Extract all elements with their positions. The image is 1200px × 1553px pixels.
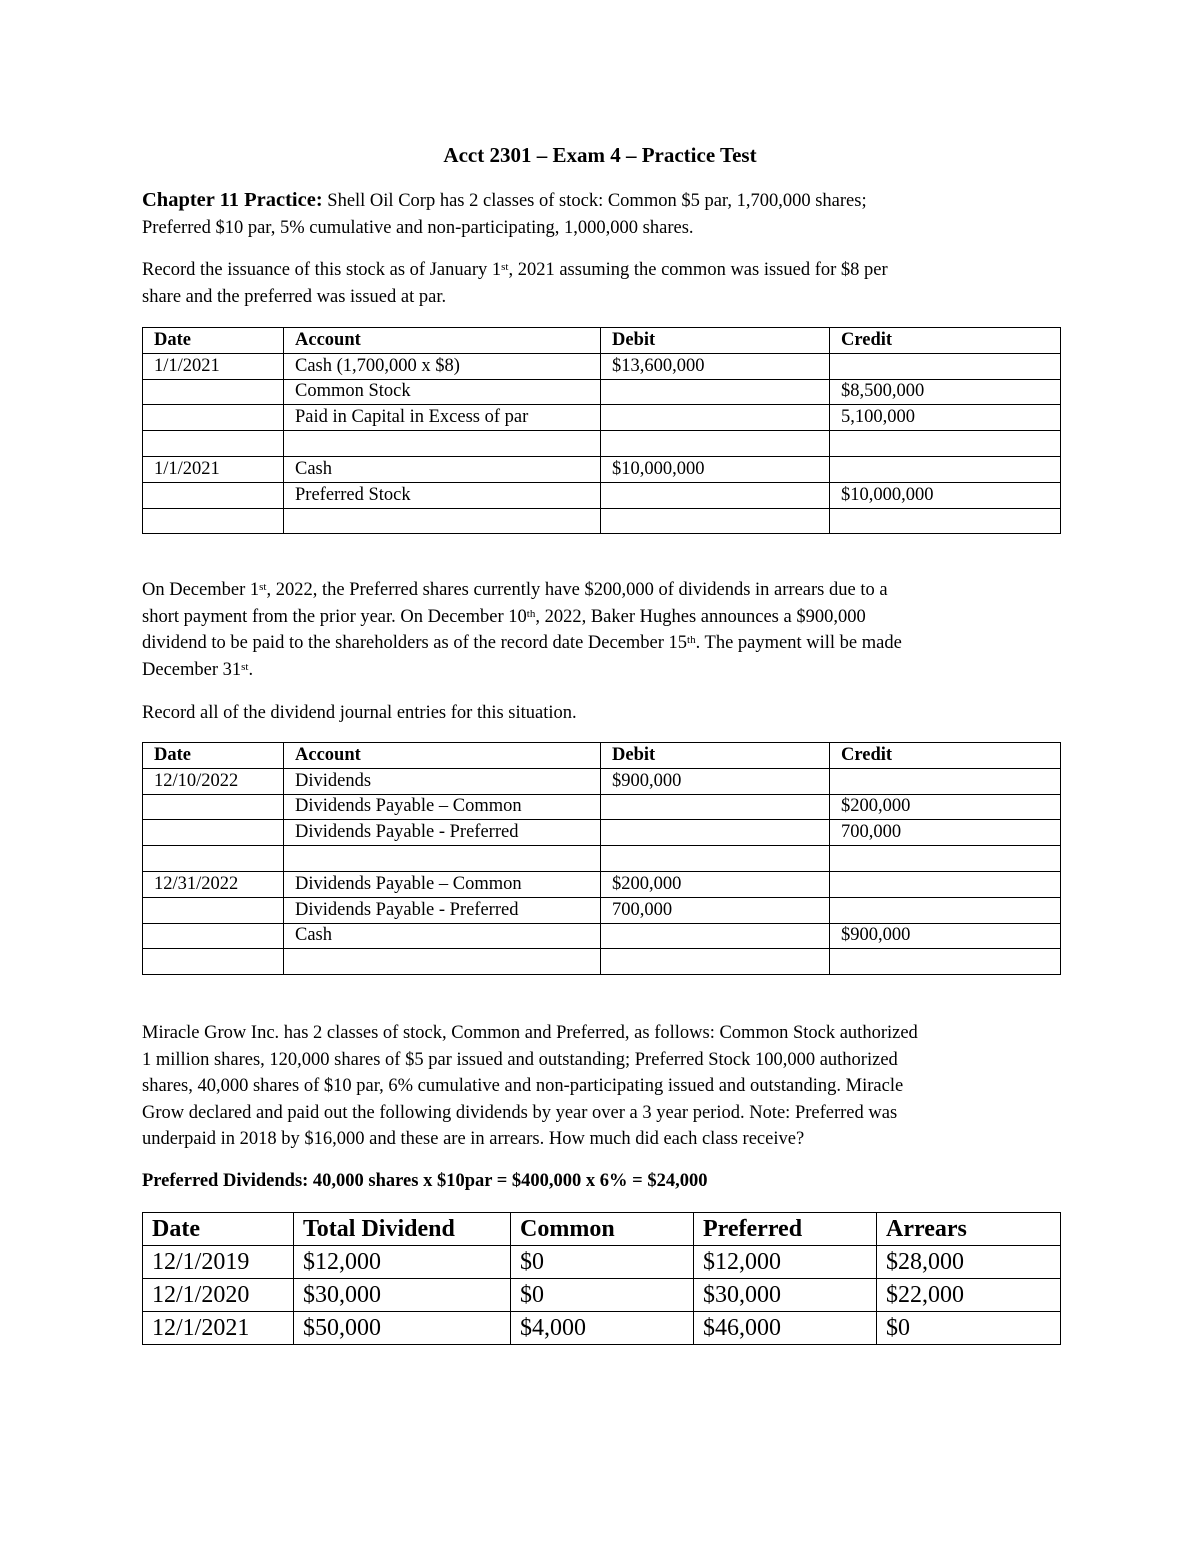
cell-credit: $900,000 [830, 923, 1061, 949]
chapter-intro [142, 187, 1060, 241]
cell-credit [830, 897, 1061, 923]
cell-date [143, 405, 284, 431]
cell-account: Paid in Capital in Excess of par [284, 405, 601, 431]
cell-preferred: $12,000 [694, 1246, 877, 1279]
chapter-line-2: Preferred $10 par, 5% cumulative and non-participating, 1,000,000 shares. [142, 217, 694, 238]
cell-account: Cash [284, 923, 601, 949]
scenario-text-1: On December 1 [142, 580, 260, 600]
column-header-total-dividend: Total Dividend [294, 1213, 511, 1246]
scenario-text-7: December 31 [142, 659, 242, 680]
cell-date [143, 508, 284, 534]
column-header-date: Date [143, 1213, 294, 1246]
scenario-sup-3: th [687, 634, 696, 646]
column-header-arrears: Arrears [877, 1213, 1061, 1246]
table-row [143, 405, 1061, 431]
cell-date [143, 820, 284, 846]
column-header-credit: Credit [830, 328, 1061, 354]
cell-account: Common Stock [284, 379, 601, 405]
cell-preferred: $46,000 [694, 1312, 877, 1345]
cell-account: Cash (1,700,000 x $8) [284, 353, 601, 379]
table-row [143, 794, 1061, 820]
cell-total-dividend: $12,000 [294, 1246, 511, 1279]
cell-account: Dividends Payable – Common [284, 871, 601, 897]
cell-date [143, 949, 284, 975]
cell-credit [830, 431, 1061, 457]
cell-debit: $200,000 [601, 871, 830, 897]
table-header-row [143, 1213, 1061, 1246]
cell-debit [601, 482, 830, 508]
cell-credit [830, 768, 1061, 794]
table-row [143, 1279, 1061, 1312]
cell-account: Dividends Payable - Preferred [284, 897, 601, 923]
column-header-preferred: Preferred [694, 1213, 877, 1246]
cell-date: 12/1/2019 [143, 1246, 294, 1279]
table-row [143, 820, 1061, 846]
cell-debit: $10,000,000 [601, 456, 830, 482]
cell-date: 12/31/2022 [143, 871, 284, 897]
cell-debit [601, 794, 830, 820]
scenario-sup-1: st [259, 581, 267, 593]
table-row [143, 1246, 1061, 1279]
cell-date [143, 431, 284, 457]
cell-date: 12/10/2022 [143, 768, 284, 794]
problem-line: Grow declared and paid out the following dividends by year over a 3 year period. Note: Preferred was [142, 1102, 898, 1123]
cell-common: $0 [511, 1279, 694, 1312]
table-row [143, 846, 1061, 872]
cell-date [143, 897, 284, 923]
table-row [143, 508, 1061, 534]
column-header-debit: Debit [601, 328, 830, 354]
dividend-prompt-text: Record all of the dividend journal entries for this situation. [142, 703, 577, 723]
cell-date: 12/1/2020 [143, 1279, 294, 1312]
cell-date: 1/1/2021 [143, 353, 284, 379]
column-header-date: Date [143, 328, 284, 354]
column-header-date: Date [143, 743, 284, 769]
cell-common: $0 [511, 1246, 694, 1279]
table-row [143, 923, 1061, 949]
cell-date [143, 482, 284, 508]
issuance-text-1: Record the issuance of this stock as of January 1 [142, 260, 502, 280]
cell-date: 12/1/2021 [143, 1312, 294, 1345]
dividend-prompt [142, 700, 1060, 727]
table-header-row [143, 743, 1061, 769]
cell-date [143, 846, 284, 872]
cell-debit [601, 846, 830, 872]
cell-credit [830, 949, 1061, 975]
scenario-text-6: . The payment will be made [695, 633, 902, 653]
cell-credit: 700,000 [830, 820, 1061, 846]
cell-arrears: $28,000 [877, 1246, 1061, 1279]
column-header-account: Account [284, 743, 601, 769]
table-header-row [143, 328, 1061, 354]
cell-account: Cash [284, 456, 601, 482]
problem-line: Miracle Grow Inc. has 2 classes of stock, Common and Preferred, as follows: Common Stock authorized [142, 1023, 918, 1043]
column-header-debit: Debit [601, 743, 830, 769]
cell-common: $4,000 [511, 1312, 694, 1345]
cell-account [284, 846, 601, 872]
table-row [143, 353, 1061, 379]
cell-date [143, 794, 284, 820]
cell-account: Dividends Payable – Common [284, 794, 601, 820]
problem-line: 1 million shares, 120,000 shares of $5 par issued and outstanding; Preferred Stock 100,000 authorized [142, 1049, 898, 1070]
table-row [143, 1312, 1061, 1345]
cell-debit [601, 923, 830, 949]
scenario-text-5: dividend to be paid to the shareholders as of the record date December 15 [142, 633, 688, 653]
scenario-sup-4: st [241, 660, 249, 673]
table-row [143, 482, 1061, 508]
cell-arrears: $0 [877, 1312, 1061, 1345]
cell-credit [830, 353, 1061, 379]
cell-debit: 700,000 [601, 897, 830, 923]
issuance-line-2: share and the preferred was issued at par. [142, 286, 447, 307]
issuance-sup: st [501, 261, 509, 273]
cell-account: Preferred Stock [284, 482, 601, 508]
cell-credit [830, 871, 1061, 897]
dividend-journal-table [142, 742, 1061, 975]
cell-date [143, 379, 284, 405]
preferred-calc [142, 1168, 1060, 1195]
cell-credit [830, 508, 1061, 534]
cell-credit: 5,100,000 [830, 405, 1061, 431]
chapter-label: Chapter 11 Practice: [142, 189, 323, 211]
problem-line: shares, 40,000 shares of $10 par, 6% cumulative and non-participating issued and outstanding. Miracle [142, 1076, 904, 1096]
cell-debit: $13,600,000 [601, 353, 830, 379]
table-row [143, 431, 1061, 457]
cell-debit [601, 405, 830, 431]
cell-credit [830, 456, 1061, 482]
cell-debit: $900,000 [601, 768, 830, 794]
cell-credit: $10,000,000 [830, 482, 1061, 508]
cell-date [143, 923, 284, 949]
scenario-text-4: , 2022, Baker Hughes announces a $900,000 [535, 606, 866, 627]
issuance-text-2: , 2021 assuming the common was issued for $8 per [508, 260, 888, 280]
cell-date: 1/1/2021 [143, 456, 284, 482]
scenario-sup-2: th [526, 607, 536, 620]
table-row [143, 949, 1061, 975]
cell-credit [830, 846, 1061, 872]
scenario-text-3: short payment from the prior year. On December 10 [142, 606, 527, 627]
cell-debit [601, 379, 830, 405]
cell-preferred: $30,000 [694, 1279, 877, 1312]
cell-account [284, 949, 601, 975]
problem-line: underpaid in 2018 by $16,000 and these are in arrears. How much did each class receive? [142, 1129, 805, 1149]
dividend-scenario [142, 577, 1060, 683]
column-header-common: Common [511, 1213, 694, 1246]
table-row [143, 379, 1061, 405]
preferred-calc-text: Preferred Dividends: 40,000 shares x $10par = $400,000 x 6% = $24,000 [142, 1171, 708, 1191]
scenario-text-2: , 2022, the Preferred shares currently have $200,000 of dividends in arrears due to a [266, 580, 888, 600]
cell-credit: $8,500,000 [830, 379, 1061, 405]
column-header-account: Account [284, 328, 601, 354]
chapter-line-1: Shell Oil Corp has 2 classes of stock: Common $5 par, 1,700,000 shares; [322, 191, 867, 211]
scenario-text-8: . [248, 659, 254, 680]
cell-credit: $200,000 [830, 794, 1061, 820]
table-row [143, 456, 1061, 482]
cell-debit [601, 431, 830, 457]
cell-debit [601, 508, 830, 534]
cell-arrears: $22,000 [877, 1279, 1061, 1312]
miracle-grow-problem [142, 1020, 1060, 1153]
table-row [143, 897, 1061, 923]
issuance-prompt [142, 257, 1060, 310]
table-row [143, 871, 1061, 897]
cell-account: Dividends Payable - Preferred [284, 820, 601, 846]
page-title: Acct 2301 – Exam 4 – Practice Test [443, 143, 757, 167]
cell-total-dividend: $50,000 [294, 1312, 511, 1345]
cell-account: Dividends [284, 768, 601, 794]
cell-account [284, 431, 601, 457]
dividend-distribution-table [142, 1212, 1061, 1345]
cell-debit [601, 949, 830, 975]
cell-total-dividend: $30,000 [294, 1279, 511, 1312]
column-header-credit: Credit [830, 743, 1061, 769]
issuance-journal-table [142, 327, 1061, 534]
cell-account [284, 508, 601, 534]
cell-debit [601, 820, 830, 846]
table-row [143, 768, 1061, 794]
